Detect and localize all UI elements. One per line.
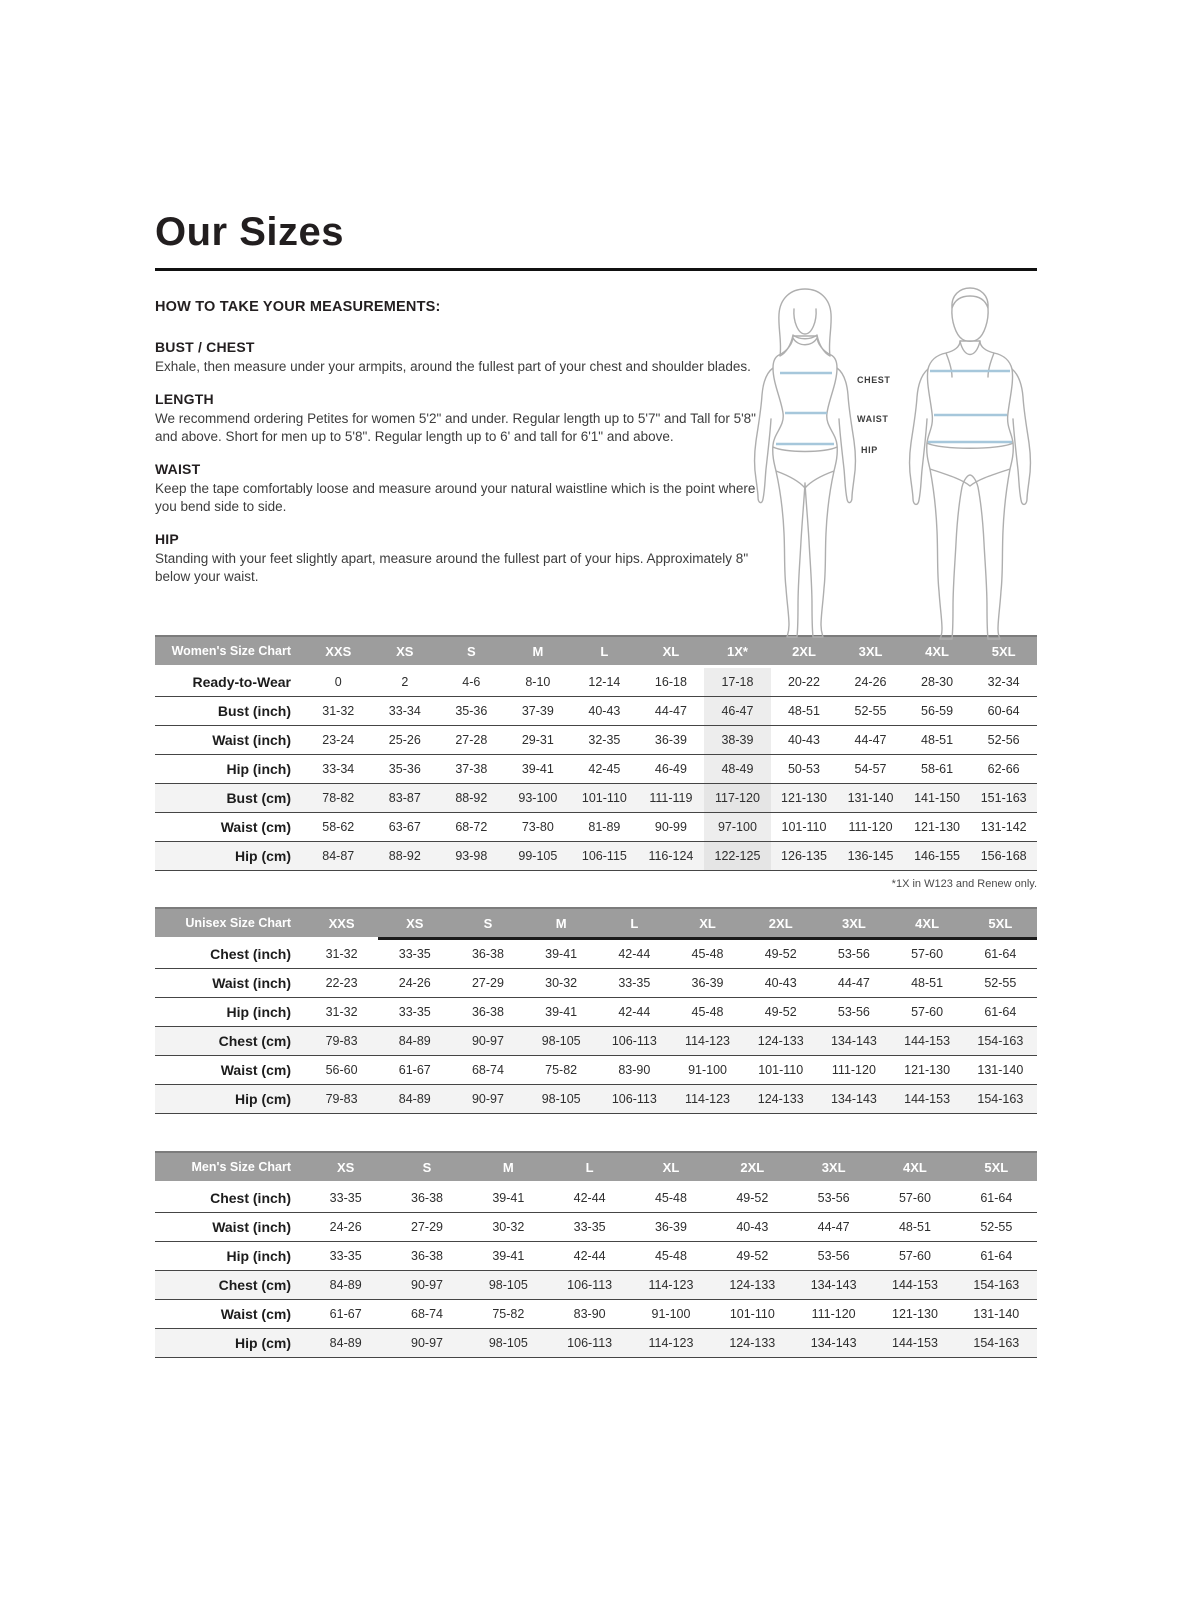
size-value-cell: 32-35 xyxy=(571,725,638,754)
size-value-cell: 40-43 xyxy=(712,1212,793,1241)
size-value-cell: 136-145 xyxy=(837,841,904,870)
size-value-cell: 42-44 xyxy=(598,997,671,1026)
table-row xyxy=(155,1241,1037,1270)
table-row xyxy=(155,754,1037,783)
size-value-cell: 42-45 xyxy=(571,754,638,783)
section-bust-chest-body: Exhale, then measure under your armpits, around the fullest part of your chest and shoulder blades. xyxy=(155,359,751,374)
unisex-size-chart-table xyxy=(155,907,1037,1114)
size-value-cell: 83-90 xyxy=(598,1055,671,1084)
size-value-cell: 60-64 xyxy=(970,696,1037,725)
size-value-cell: 36-38 xyxy=(386,1182,467,1212)
size-tables xyxy=(155,635,1037,1358)
table-row xyxy=(155,841,1037,870)
size-value-cell: 38-39 xyxy=(704,725,771,754)
size-value-cell: 42-44 xyxy=(549,1182,630,1212)
size-column-header: XL xyxy=(638,636,705,667)
size-value-cell: 31-32 xyxy=(305,997,378,1026)
size-value-cell: 84-87 xyxy=(305,841,372,870)
size-value-cell: 121-130 xyxy=(874,1299,955,1328)
size-value-cell: 36-38 xyxy=(451,938,524,968)
size-value-cell: 17-18 xyxy=(704,666,771,696)
size-value-cell: 106-113 xyxy=(598,1084,671,1113)
size-value-cell: 121-130 xyxy=(891,1055,964,1084)
section-bust-chest xyxy=(155,339,760,376)
size-value-cell: 126-135 xyxy=(771,841,838,870)
table-row xyxy=(155,997,1037,1026)
size-value-cell: 39-41 xyxy=(525,997,598,1026)
size-value-cell: 61-64 xyxy=(964,997,1037,1026)
size-value-cell: 57-60 xyxy=(874,1241,955,1270)
table-row xyxy=(155,1270,1037,1299)
size-value-cell: 24-26 xyxy=(378,968,451,997)
size-value-cell: 28-30 xyxy=(904,666,971,696)
size-value-cell: 58-62 xyxy=(305,812,372,841)
size-value-cell: 29-31 xyxy=(505,725,572,754)
size-value-cell: 134-143 xyxy=(793,1270,874,1299)
size-value-cell: 144-153 xyxy=(874,1328,955,1357)
male-figure-outline xyxy=(910,288,1031,639)
table-title: Unisex Size Chart xyxy=(155,908,305,939)
size-value-cell: 39-41 xyxy=(468,1182,549,1212)
size-value-cell: 98-105 xyxy=(468,1328,549,1357)
section-hip xyxy=(155,531,760,586)
size-value-cell: 33-34 xyxy=(372,696,439,725)
female-figure-outline xyxy=(755,289,856,637)
size-value-cell: 98-105 xyxy=(468,1270,549,1299)
table-row xyxy=(155,696,1037,725)
table-row xyxy=(155,1055,1037,1084)
size-value-cell: 111-120 xyxy=(837,812,904,841)
size-value-cell: 68-74 xyxy=(386,1299,467,1328)
table-row xyxy=(155,783,1037,812)
row-label: Bust (cm) xyxy=(155,783,305,812)
size-column-header: L xyxy=(571,636,638,667)
size-value-cell: 151-163 xyxy=(970,783,1037,812)
size-value-cell: 84-89 xyxy=(378,1084,451,1113)
row-label: Bust (inch) xyxy=(155,696,305,725)
size-value-cell: 88-92 xyxy=(438,783,505,812)
row-label: Waist (inch) xyxy=(155,968,305,997)
size-column-header: XS xyxy=(372,636,439,667)
size-value-cell: 101-110 xyxy=(744,1055,817,1084)
size-value-cell: 48-51 xyxy=(874,1212,955,1241)
table-row xyxy=(155,968,1037,997)
size-value-cell: 90-97 xyxy=(451,1084,524,1113)
size-value-cell: 33-35 xyxy=(598,968,671,997)
size-column-header: 4XL xyxy=(904,636,971,667)
size-value-cell: 134-143 xyxy=(817,1084,890,1113)
table-row xyxy=(155,1299,1037,1328)
size-value-cell: 111-119 xyxy=(638,783,705,812)
size-value-cell: 27-29 xyxy=(451,968,524,997)
size-value-cell: 144-153 xyxy=(874,1270,955,1299)
size-value-cell: 122-125 xyxy=(704,841,771,870)
table-row xyxy=(155,1182,1037,1212)
size-value-cell: 79-83 xyxy=(305,1084,378,1113)
size-value-cell: 144-153 xyxy=(891,1084,964,1113)
size-value-cell: 27-28 xyxy=(438,725,505,754)
size-value-cell: 90-97 xyxy=(386,1328,467,1357)
size-value-cell: 154-163 xyxy=(956,1270,1037,1299)
size-value-cell: 30-32 xyxy=(525,968,598,997)
size-value-cell: 8-10 xyxy=(505,666,572,696)
row-label: Hip (inch) xyxy=(155,754,305,783)
size-column-header: XXS xyxy=(305,636,372,667)
size-value-cell: 57-60 xyxy=(891,938,964,968)
size-value-cell: 68-72 xyxy=(438,812,505,841)
size-value-cell: 48-51 xyxy=(891,968,964,997)
size-value-cell: 156-168 xyxy=(970,841,1037,870)
table-row xyxy=(155,1026,1037,1055)
size-column-header: S xyxy=(451,908,524,939)
size-value-cell: 4-6 xyxy=(438,666,505,696)
size-column-header: 2XL xyxy=(744,908,817,939)
measurements-heading: HOW TO TAKE YOUR MEASUREMENTS: xyxy=(155,299,441,315)
size-value-cell: 131-140 xyxy=(956,1299,1037,1328)
size-value-cell: 106-115 xyxy=(571,841,638,870)
size-value-cell: 116-124 xyxy=(638,841,705,870)
size-value-cell: 27-29 xyxy=(386,1212,467,1241)
size-value-cell: 90-97 xyxy=(386,1270,467,1299)
size-value-cell: 93-98 xyxy=(438,841,505,870)
size-value-cell: 39-41 xyxy=(468,1241,549,1270)
size-value-cell: 2 xyxy=(372,666,439,696)
size-value-cell: 35-36 xyxy=(438,696,505,725)
size-value-cell: 49-52 xyxy=(744,997,817,1026)
size-value-cell: 90-99 xyxy=(638,812,705,841)
size-value-cell: 45-48 xyxy=(630,1182,711,1212)
size-value-cell: 54-57 xyxy=(837,754,904,783)
figure-waist-label: WAIST xyxy=(857,414,889,424)
size-value-cell: 50-53 xyxy=(771,754,838,783)
size-value-cell: 146-155 xyxy=(904,841,971,870)
size-value-cell: 53-56 xyxy=(793,1241,874,1270)
size-value-cell: 88-92 xyxy=(372,841,439,870)
row-label: Waist (cm) xyxy=(155,1055,305,1084)
size-value-cell: 131-140 xyxy=(837,783,904,812)
body-silhouettes-illustration xyxy=(740,283,1040,643)
size-value-cell: 124-133 xyxy=(712,1328,793,1357)
womens-size-chart-table xyxy=(155,635,1037,871)
size-value-cell: 154-163 xyxy=(964,1026,1037,1055)
size-value-cell: 117-120 xyxy=(704,783,771,812)
row-label: Waist (inch) xyxy=(155,1212,305,1241)
table-row xyxy=(155,1328,1037,1357)
size-value-cell: 91-100 xyxy=(671,1055,744,1084)
size-value-cell: 61-64 xyxy=(964,938,1037,968)
section-bust-chest-heading: BUST / CHEST xyxy=(155,339,255,355)
size-value-cell: 16-18 xyxy=(638,666,705,696)
figure-hip-label: HIP xyxy=(861,445,878,455)
size-value-cell: 124-133 xyxy=(712,1270,793,1299)
size-column-header: 4XL xyxy=(874,1152,955,1183)
size-value-cell: 114-123 xyxy=(630,1270,711,1299)
size-value-cell: 114-123 xyxy=(671,1084,744,1113)
size-value-cell: 111-120 xyxy=(817,1055,890,1084)
size-value-cell: 84-89 xyxy=(305,1328,386,1357)
section-waist xyxy=(155,461,760,516)
size-value-cell: 97-100 xyxy=(704,812,771,841)
size-value-cell: 106-113 xyxy=(598,1026,671,1055)
table-row xyxy=(155,725,1037,754)
size-column-header: 3XL xyxy=(793,1152,874,1183)
size-value-cell: 121-130 xyxy=(904,812,971,841)
size-value-cell: 40-43 xyxy=(744,968,817,997)
size-column-header: M xyxy=(468,1152,549,1183)
size-value-cell: 42-44 xyxy=(598,938,671,968)
section-length xyxy=(155,391,760,446)
size-value-cell: 98-105 xyxy=(525,1084,598,1113)
size-column-header: XS xyxy=(378,908,451,939)
size-value-cell: 33-35 xyxy=(378,938,451,968)
size-value-cell: 101-110 xyxy=(571,783,638,812)
size-column-header: 3XL xyxy=(817,908,890,939)
size-value-cell: 114-123 xyxy=(671,1026,744,1055)
size-value-cell: 45-48 xyxy=(630,1241,711,1270)
size-value-cell: 52-55 xyxy=(956,1212,1037,1241)
size-value-cell: 57-60 xyxy=(874,1182,955,1212)
size-value-cell: 53-56 xyxy=(793,1182,874,1212)
size-column-header: 5XL xyxy=(956,1152,1037,1183)
table-title: Men's Size Chart xyxy=(155,1152,305,1183)
size-column-header: S xyxy=(386,1152,467,1183)
size-value-cell: 36-39 xyxy=(671,968,744,997)
size-column-header: XS xyxy=(305,1152,386,1183)
size-value-cell: 111-120 xyxy=(793,1299,874,1328)
size-value-cell: 44-47 xyxy=(793,1212,874,1241)
page-title: Our Sizes xyxy=(155,210,345,254)
figure-chest-label: CHEST xyxy=(857,375,891,385)
size-value-cell: 31-32 xyxy=(305,696,372,725)
size-value-cell: 78-82 xyxy=(305,783,372,812)
size-value-cell: 45-48 xyxy=(671,938,744,968)
size-value-cell: 98-105 xyxy=(525,1026,598,1055)
size-value-cell: 124-133 xyxy=(744,1026,817,1055)
size-value-cell: 121-130 xyxy=(771,783,838,812)
size-column-header: 4XL xyxy=(891,908,964,939)
size-value-cell: 79-83 xyxy=(305,1026,378,1055)
size-value-cell: 134-143 xyxy=(817,1026,890,1055)
size-value-cell: 83-87 xyxy=(372,783,439,812)
size-value-cell: 40-43 xyxy=(571,696,638,725)
size-value-cell: 101-110 xyxy=(712,1299,793,1328)
size-column-header: XL xyxy=(671,908,744,939)
row-label: Chest (cm) xyxy=(155,1270,305,1299)
size-value-cell: 48-51 xyxy=(771,696,838,725)
size-value-cell: 48-51 xyxy=(904,725,971,754)
size-value-cell: 124-133 xyxy=(744,1084,817,1113)
size-value-cell: 58-61 xyxy=(904,754,971,783)
row-label: Waist (inch) xyxy=(155,725,305,754)
size-value-cell: 25-26 xyxy=(372,725,439,754)
row-label: Chest (inch) xyxy=(155,1182,305,1212)
row-label: Ready-to-Wear xyxy=(155,666,305,696)
size-column-header: XL xyxy=(630,1152,711,1183)
size-value-cell: 0 xyxy=(305,666,372,696)
size-value-cell: 32-34 xyxy=(970,666,1037,696)
row-label: Waist (cm) xyxy=(155,812,305,841)
size-value-cell: 39-41 xyxy=(525,938,598,968)
size-value-cell: 106-113 xyxy=(549,1270,630,1299)
size-value-cell: 33-35 xyxy=(378,997,451,1026)
size-value-cell: 24-26 xyxy=(837,666,904,696)
size-column-header: M xyxy=(505,636,572,667)
size-value-cell: 44-47 xyxy=(837,725,904,754)
size-column-header: 3XL xyxy=(837,636,904,667)
size-value-cell: 114-123 xyxy=(630,1328,711,1357)
size-value-cell: 45-48 xyxy=(671,997,744,1026)
size-value-cell: 131-142 xyxy=(970,812,1037,841)
size-value-cell: 52-55 xyxy=(837,696,904,725)
womens-chart-footnote: *1X in W123 and Renew only. xyxy=(891,877,1037,890)
size-value-cell: 22-23 xyxy=(305,968,378,997)
size-value-cell: 52-56 xyxy=(970,725,1037,754)
size-value-cell: 68-74 xyxy=(451,1055,524,1084)
size-value-cell: 154-163 xyxy=(956,1328,1037,1357)
size-value-cell: 61-67 xyxy=(305,1299,386,1328)
table-row xyxy=(155,1212,1037,1241)
size-value-cell: 63-67 xyxy=(372,812,439,841)
row-label: Waist (cm) xyxy=(155,1299,305,1328)
size-column-header: 2XL xyxy=(771,636,838,667)
row-label: Chest (cm) xyxy=(155,1026,305,1055)
size-value-cell: 101-110 xyxy=(771,812,838,841)
row-label: Hip (cm) xyxy=(155,1328,305,1357)
size-value-cell: 53-56 xyxy=(817,938,890,968)
size-value-cell: 46-47 xyxy=(704,696,771,725)
size-value-cell: 83-90 xyxy=(549,1299,630,1328)
title-divider xyxy=(155,268,1037,271)
size-value-cell: 33-34 xyxy=(305,754,372,783)
size-column-header: L xyxy=(598,908,671,939)
row-label: Hip (inch) xyxy=(155,997,305,1026)
size-value-cell: 48-49 xyxy=(704,754,771,783)
size-value-cell: 46-49 xyxy=(638,754,705,783)
size-value-cell: 35-36 xyxy=(372,754,439,783)
size-value-cell: 84-89 xyxy=(378,1026,451,1055)
size-value-cell: 36-38 xyxy=(451,997,524,1026)
table-row xyxy=(155,666,1037,696)
size-value-cell: 36-39 xyxy=(638,725,705,754)
size-column-header: S xyxy=(438,636,505,667)
size-value-cell: 36-38 xyxy=(386,1241,467,1270)
size-value-cell: 39-41 xyxy=(505,754,572,783)
size-value-cell: 81-89 xyxy=(571,812,638,841)
size-value-cell: 12-14 xyxy=(571,666,638,696)
size-value-cell: 56-59 xyxy=(904,696,971,725)
size-value-cell: 57-60 xyxy=(891,997,964,1026)
row-label: Hip (inch) xyxy=(155,1241,305,1270)
row-label: Chest (inch) xyxy=(155,938,305,968)
size-value-cell: 131-140 xyxy=(964,1055,1037,1084)
size-column-header: 5XL xyxy=(964,908,1037,939)
size-value-cell: 134-143 xyxy=(793,1328,874,1357)
size-value-cell: 31-32 xyxy=(305,938,378,968)
size-value-cell: 73-80 xyxy=(505,812,572,841)
size-value-cell: 33-35 xyxy=(305,1241,386,1270)
size-column-header: L xyxy=(549,1152,630,1183)
size-value-cell: 33-35 xyxy=(549,1212,630,1241)
table-title: Women's Size Chart xyxy=(155,636,305,667)
row-label: Hip (cm) xyxy=(155,841,305,870)
size-value-cell: 75-82 xyxy=(468,1299,549,1328)
size-value-cell: 33-35 xyxy=(305,1182,386,1212)
measurement-instructions xyxy=(155,339,760,587)
size-value-cell: 53-56 xyxy=(817,997,890,1026)
size-value-cell: 40-43 xyxy=(771,725,838,754)
size-column-header: 2XL xyxy=(712,1152,793,1183)
size-value-cell: 61-64 xyxy=(956,1241,1037,1270)
size-value-cell: 37-39 xyxy=(505,696,572,725)
size-value-cell: 62-66 xyxy=(970,754,1037,783)
size-value-cell: 42-44 xyxy=(549,1241,630,1270)
size-value-cell: 24-26 xyxy=(305,1212,386,1241)
section-hip-body: Standing with your feet slightly apart, measure around the fullest part of your hips. Approximately 8" below your waist. xyxy=(155,551,749,585)
measurement-figures xyxy=(740,283,1040,643)
mens-size-chart-table xyxy=(155,1151,1037,1358)
size-column-header: XXS xyxy=(305,908,378,939)
size-value-cell: 23-24 xyxy=(305,725,372,754)
size-value-cell: 61-67 xyxy=(378,1055,451,1084)
section-hip-heading: HIP xyxy=(155,531,179,548)
size-value-cell: 99-105 xyxy=(505,841,572,870)
size-value-cell: 90-97 xyxy=(451,1026,524,1055)
section-waist-heading: WAIST xyxy=(155,461,201,478)
size-value-cell: 154-163 xyxy=(964,1084,1037,1113)
table-row xyxy=(155,938,1037,968)
size-column-header: 5XL xyxy=(970,636,1037,667)
section-length-heading: LENGTH xyxy=(155,391,214,408)
size-value-cell: 30-32 xyxy=(468,1212,549,1241)
size-value-cell: 84-89 xyxy=(305,1270,386,1299)
table-row xyxy=(155,812,1037,841)
size-value-cell: 44-47 xyxy=(638,696,705,725)
size-value-cell: 91-100 xyxy=(630,1299,711,1328)
size-value-cell: 20-22 xyxy=(771,666,838,696)
size-value-cell: 52-55 xyxy=(964,968,1037,997)
section-length-body: We recommend ordering Petites for women 5'2" and under. Regular length up to 5'7" and Tall for 5'8" and above. Short for men up to 5'8". Regular length up to 6' and tall for 6'1" and above. xyxy=(155,411,756,445)
size-column-header: 1X* xyxy=(704,636,771,667)
size-value-cell: 44-47 xyxy=(817,968,890,997)
table-row xyxy=(155,1084,1037,1113)
size-value-cell: 49-52 xyxy=(712,1241,793,1270)
section-waist-body: Keep the tape comfortably loose and measure around your natural waistline which is the point where you bend side to side. xyxy=(155,481,756,515)
size-value-cell: 75-82 xyxy=(525,1055,598,1084)
size-value-cell: 49-52 xyxy=(744,938,817,968)
size-value-cell: 49-52 xyxy=(712,1182,793,1212)
size-value-cell: 37-38 xyxy=(438,754,505,783)
size-value-cell: 36-39 xyxy=(630,1212,711,1241)
size-value-cell: 61-64 xyxy=(956,1182,1037,1212)
size-value-cell: 141-150 xyxy=(904,783,971,812)
size-column-header: M xyxy=(525,908,598,939)
size-value-cell: 93-100 xyxy=(505,783,572,812)
size-value-cell: 144-153 xyxy=(891,1026,964,1055)
row-label: Hip (cm) xyxy=(155,1084,305,1113)
size-value-cell: 106-113 xyxy=(549,1328,630,1357)
size-value-cell: 56-60 xyxy=(305,1055,378,1084)
